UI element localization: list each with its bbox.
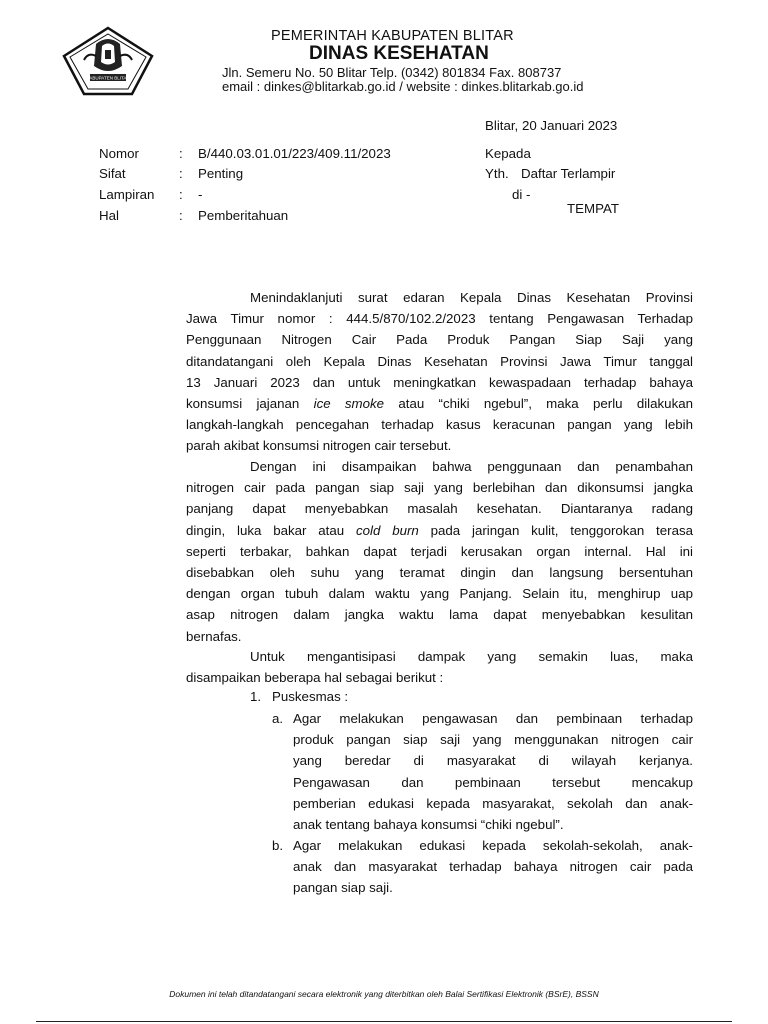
field-sep: : xyxy=(179,187,183,202)
paragraph-3 xyxy=(186,646,693,688)
text-line: pangan siap saji. xyxy=(293,880,393,896)
text-line: anak dan masyarakat terhadap bahaya nitrogen cair pada xyxy=(293,859,693,875)
recipient-kepada: Kepada xyxy=(485,146,531,161)
logo-emblem-icon xyxy=(62,26,154,96)
field-value-hal: Pemberitahuan xyxy=(198,208,289,223)
field-label: Nomor xyxy=(99,146,139,161)
text-line: Dengan ini disampaikan bahwa penggunaan dan penambahan xyxy=(250,459,693,474)
text-line: ditandatangani oleh Kepala Dinas Kesehatan Provinsi Jawa Timur tanggal xyxy=(186,353,693,369)
text-line: nitrogen cair pada pangan siap saji yang berlebihan dan dikonsumsi jangka xyxy=(186,480,693,496)
text-line: Menindaklanjuti surat edaran Kepala Dinas Kesehatan Provinsi xyxy=(250,290,693,305)
regency-logo xyxy=(62,26,154,96)
text-line: Untuk mengantisipasi dampak yang semakin luas, maka xyxy=(250,649,693,664)
text-line: panjang dapat menyebabkan masalah kesehatan. Diantaranya radang xyxy=(186,501,693,517)
text-line: Agar melakukan pengawasan dan pembinaan terhadap xyxy=(293,711,693,726)
letterhead-contact: email : dinkes@blitarkab.go.id / website : dinkes.blitarkab.go.id xyxy=(222,79,584,94)
text-line: yang beredar di masyarakat di wilayah kerjanya. xyxy=(293,753,693,769)
field-label: Sifat xyxy=(99,166,126,181)
text-line: disebabkan oleh suhu yang teramat dingin dan langsung bersentuhan xyxy=(186,565,693,581)
footer-divider xyxy=(36,1021,732,1022)
field-sep: : xyxy=(179,146,183,161)
text-line: asap nitrogen dalam jangka waktu lama dapat menyebabkan kesulitan xyxy=(186,607,693,623)
text-line: pemberian edukasi kepada masyarakat, sekolah dan anak- xyxy=(293,795,693,811)
text-line: disampaikan beberapa hal sebagai berikut : xyxy=(186,670,444,686)
text-line: konsumsi jajanan ice smoke atau “chiki ngebul”, maka perlu dilakukan xyxy=(186,396,694,412)
recipient-yth: Yth. xyxy=(485,166,509,181)
text-line: produk pangan siap saji yang menggunakan nitrogen cair xyxy=(293,732,693,748)
list-item-mark: a. xyxy=(272,711,284,726)
recipient-di: di - xyxy=(512,187,531,202)
field-value-sifat: Penting xyxy=(198,166,244,181)
field-value-lampiran: - xyxy=(198,187,203,202)
field-sep: : xyxy=(179,166,183,181)
text-line: anak tentang bahaya konsumsi “chiki ngebul”. xyxy=(293,817,564,833)
letterhead-agency: DINAS KESEHATAN xyxy=(309,43,489,64)
letterhead-government: PEMERINTAH KABUPATEN BLITAR xyxy=(271,28,514,44)
field-value-nomor: B/440.03.01.01/223/409.11/2023 xyxy=(198,146,391,161)
field-sep: : xyxy=(179,208,183,223)
field-label: Lampiran xyxy=(99,187,155,202)
text-line: dengan organ tubuh dalam waktu yang Panjang. Selain itu, menghirup uap xyxy=(186,586,693,602)
recipient-name: Daftar Terlampir xyxy=(521,166,616,181)
text-line: Jawa Timur nomor : 444.5/870/102.2/2023 tentang Pengawasan Terhadap xyxy=(186,311,693,327)
list-item-mark: b. xyxy=(272,838,284,853)
text-line: 13 Januari 2023 dan untuk meningkatkan kewaspadaan terhadap bahaya xyxy=(186,374,693,390)
svg-text:KABUPATEN BLITAR: KABUPATEN BLITAR xyxy=(86,75,130,81)
text-line: dingin, luka bakar atau cold burn pada jaringan kulit, tenggorokan terasa xyxy=(186,522,694,538)
text-line: parah akibat konsumsi nitrogen cair tersebut. xyxy=(186,438,452,454)
list-number: 1. xyxy=(250,689,262,704)
esign-footer-note: Dokumen ini telah ditandatangani secara elektronik yang diterbitkan oleh Balai Sertifikasi Elektronik (BSrE), BSSN xyxy=(169,989,599,999)
list-title: Puskesmas : xyxy=(272,689,349,704)
text-line: bernafas. xyxy=(186,628,242,644)
text-line: langkah-langkah pencegahan terhadap kasus keracunan pangan yang lebih xyxy=(186,417,693,433)
text-line: seperti terbakar, bahkan dapat terjadi kerusakan organ internal. Hal ini xyxy=(186,543,693,559)
place-date: Blitar, 20 Januari 2023 xyxy=(485,118,618,133)
paragraph-1 xyxy=(186,287,693,457)
list-item-b xyxy=(293,835,693,899)
text-line: Pengawasan dan pembinaan tersebut mencakup xyxy=(293,774,693,790)
recipient-tempat: TEMPAT xyxy=(567,201,619,216)
list-item-a xyxy=(293,708,693,835)
paragraph-2 xyxy=(186,456,693,647)
field-label: Hal xyxy=(99,208,119,223)
text-line: Agar melakukan edukasi kepada sekolah-sekolah, anak- xyxy=(293,838,693,853)
text-line: Penggunaan Nitrogen Cair Pada Produk Pangan Siap Saji yang xyxy=(186,332,693,348)
letterhead-address: Jln. Semeru No. 50 Blitar Telp. (0342) 801834 Fax. 808737 xyxy=(222,65,562,80)
